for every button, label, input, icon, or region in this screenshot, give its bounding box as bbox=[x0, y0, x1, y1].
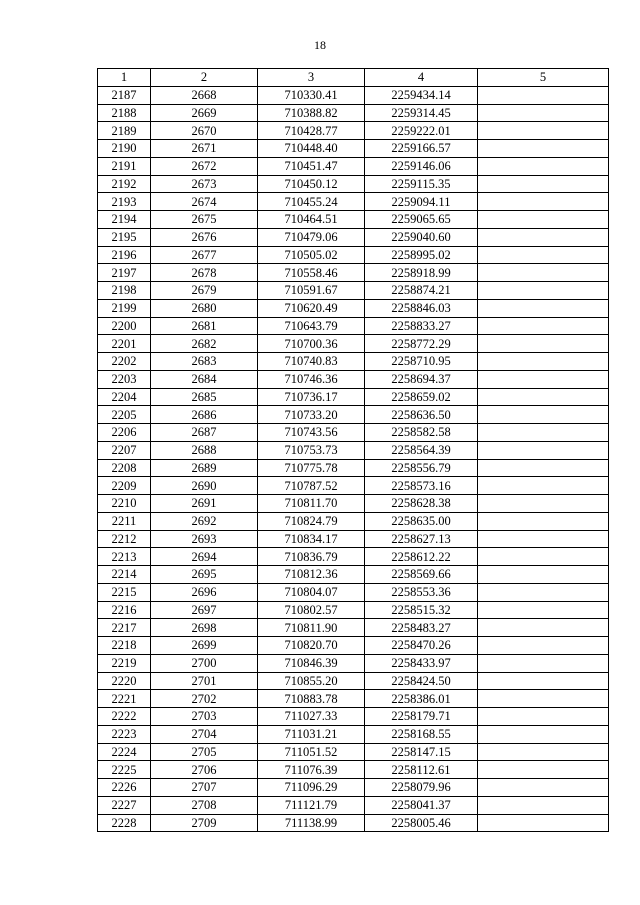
table-cell-col1: 2210 bbox=[98, 495, 151, 513]
table-cell-col3: 710330.41 bbox=[258, 86, 365, 104]
table-cell-col3: 710450.12 bbox=[258, 175, 365, 193]
table-cell-col1: 2195 bbox=[98, 228, 151, 246]
table-row bbox=[98, 317, 609, 335]
table-cell-col2: 2686 bbox=[151, 406, 258, 424]
table-cell-col5 bbox=[478, 530, 609, 548]
table-cell-col1: 2227 bbox=[98, 796, 151, 814]
table-cell-col4: 2258573.16 bbox=[365, 477, 478, 495]
table-cell-col1: 2204 bbox=[98, 388, 151, 406]
table-cell-col1: 2200 bbox=[98, 317, 151, 335]
table-cell-col4: 2258041.37 bbox=[365, 796, 478, 814]
table-cell-col2: 2693 bbox=[151, 530, 258, 548]
table-cell-col1: 2189 bbox=[98, 122, 151, 140]
table-cell-col4: 2259222.01 bbox=[365, 122, 478, 140]
table-cell-col4: 2259146.06 bbox=[365, 157, 478, 175]
table-cell-col2: 2683 bbox=[151, 353, 258, 371]
table-row bbox=[98, 424, 609, 442]
table-cell-col1: 2208 bbox=[98, 459, 151, 477]
table-cell-col4: 2258556.79 bbox=[365, 459, 478, 477]
table-cell-col3: 710834.17 bbox=[258, 530, 365, 548]
table-cell-col2: 2673 bbox=[151, 175, 258, 193]
table-cell-col5 bbox=[478, 406, 609, 424]
table-cell-col2: 2684 bbox=[151, 370, 258, 388]
table-cell-col5 bbox=[478, 512, 609, 530]
table-cell-col2: 2685 bbox=[151, 388, 258, 406]
table-cell-col3: 710451.47 bbox=[258, 157, 365, 175]
table-row bbox=[98, 299, 609, 317]
table-cell-col1: 2225 bbox=[98, 761, 151, 779]
table-cell-col4: 2258772.29 bbox=[365, 335, 478, 353]
table-cell-col3: 710883.78 bbox=[258, 690, 365, 708]
table-cell-col2: 2676 bbox=[151, 228, 258, 246]
table-cell-col3: 710505.02 bbox=[258, 246, 365, 264]
table-cell-col4: 2258470.26 bbox=[365, 637, 478, 655]
table-cell-col2: 2692 bbox=[151, 512, 258, 530]
table-cell-col2: 2682 bbox=[151, 335, 258, 353]
table-row bbox=[98, 353, 609, 371]
table-cell-col2: 2687 bbox=[151, 424, 258, 442]
table-cell-col5 bbox=[478, 796, 609, 814]
table-cell-col3: 710464.51 bbox=[258, 211, 365, 229]
table-cell-col5 bbox=[478, 299, 609, 317]
table-row bbox=[98, 86, 609, 104]
table-cell-col5 bbox=[478, 228, 609, 246]
table-row bbox=[98, 796, 609, 814]
table-cell-col5 bbox=[478, 175, 609, 193]
table-row bbox=[98, 335, 609, 353]
table-cell-col1: 2207 bbox=[98, 441, 151, 459]
table-cell-col3: 710753.73 bbox=[258, 441, 365, 459]
table-cell-col2: 2696 bbox=[151, 583, 258, 601]
table-row bbox=[98, 743, 609, 761]
table-cell-col3: 711121.79 bbox=[258, 796, 365, 814]
column-header-1: 1 bbox=[98, 69, 151, 87]
column-header-3: 3 bbox=[258, 69, 365, 87]
table-row bbox=[98, 406, 609, 424]
table-cell-col4: 2259434.14 bbox=[365, 86, 478, 104]
table-cell-col5 bbox=[478, 566, 609, 584]
table-row bbox=[98, 512, 609, 530]
table-cell-col4: 2259040.60 bbox=[365, 228, 478, 246]
table-cell-col3: 710558.46 bbox=[258, 264, 365, 282]
table-cell-col1: 2220 bbox=[98, 672, 151, 690]
table-cell-col5 bbox=[478, 157, 609, 175]
table-cell-col1: 2199 bbox=[98, 299, 151, 317]
table-cell-col1: 2196 bbox=[98, 246, 151, 264]
table-cell-col4: 2258483.27 bbox=[365, 619, 478, 637]
table-cell-col3: 710643.79 bbox=[258, 317, 365, 335]
table-cell-col5 bbox=[478, 761, 609, 779]
table-cell-col3: 711076.39 bbox=[258, 761, 365, 779]
table-cell-col2: 2694 bbox=[151, 548, 258, 566]
table-cell-col3: 710620.49 bbox=[258, 299, 365, 317]
table-cell-col4: 2258569.66 bbox=[365, 566, 478, 584]
table-cell-col5 bbox=[478, 211, 609, 229]
table-cell-col3: 710388.82 bbox=[258, 104, 365, 122]
table-cell-col5 bbox=[478, 725, 609, 743]
table-cell-col3: 710591.67 bbox=[258, 282, 365, 300]
table-cell-col4: 2258582.58 bbox=[365, 424, 478, 442]
table-cell-col4: 2258636.50 bbox=[365, 406, 478, 424]
table-cell-col5 bbox=[478, 122, 609, 140]
table-header bbox=[98, 69, 609, 87]
table-cell-col3: 710479.06 bbox=[258, 228, 365, 246]
table-row bbox=[98, 370, 609, 388]
table-cell-col2: 2707 bbox=[151, 779, 258, 797]
table-row bbox=[98, 495, 609, 513]
table-cell-col4: 2259166.57 bbox=[365, 140, 478, 158]
table-cell-col1: 2197 bbox=[98, 264, 151, 282]
table-cell-col4: 2258694.37 bbox=[365, 370, 478, 388]
table-cell-col2: 2699 bbox=[151, 637, 258, 655]
table-row bbox=[98, 264, 609, 282]
table-cell-col3: 710846.39 bbox=[258, 654, 365, 672]
table-cell-col2: 2703 bbox=[151, 708, 258, 726]
table-cell-col2: 2690 bbox=[151, 477, 258, 495]
table-cell-col2: 2701 bbox=[151, 672, 258, 690]
table-cell-col5 bbox=[478, 335, 609, 353]
table-cell-col1: 2224 bbox=[98, 743, 151, 761]
table-cell-col1: 2194 bbox=[98, 211, 151, 229]
table-cell-col2: 2698 bbox=[151, 619, 258, 637]
table-cell-col3: 710811.70 bbox=[258, 495, 365, 513]
table-cell-col3: 710455.24 bbox=[258, 193, 365, 211]
table-cell-col5 bbox=[478, 654, 609, 672]
table-cell-col3: 710740.83 bbox=[258, 353, 365, 371]
table-cell-col5 bbox=[478, 459, 609, 477]
table-cell-col4: 2258005.46 bbox=[365, 814, 478, 832]
table-cell-col1: 2223 bbox=[98, 725, 151, 743]
table-row bbox=[98, 583, 609, 601]
table-cell-col1: 2217 bbox=[98, 619, 151, 637]
table-cell-col1: 2215 bbox=[98, 583, 151, 601]
table-cell-col1: 2187 bbox=[98, 86, 151, 104]
table-cell-col2: 2671 bbox=[151, 140, 258, 158]
table-row bbox=[98, 637, 609, 655]
table-row bbox=[98, 566, 609, 584]
table-cell-col2: 2677 bbox=[151, 246, 258, 264]
table-cell-col5 bbox=[478, 690, 609, 708]
table-cell-col5 bbox=[478, 282, 609, 300]
column-header-5: 5 bbox=[478, 69, 609, 87]
table-cell-col1: 2219 bbox=[98, 654, 151, 672]
table-cell-col3: 710855.20 bbox=[258, 672, 365, 690]
table-cell-col4: 2258846.03 bbox=[365, 299, 478, 317]
table-cell-col2: 2704 bbox=[151, 725, 258, 743]
table-cell-col2: 2670 bbox=[151, 122, 258, 140]
table-cell-col3: 711138.99 bbox=[258, 814, 365, 832]
table-cell-col5 bbox=[478, 548, 609, 566]
table-cell-col4: 2258995.02 bbox=[365, 246, 478, 264]
table-cell-col3: 710736.17 bbox=[258, 388, 365, 406]
table-cell-col5 bbox=[478, 601, 609, 619]
table-row bbox=[98, 282, 609, 300]
table-row bbox=[98, 122, 609, 140]
table-body bbox=[98, 86, 609, 832]
table-cell-col1: 2212 bbox=[98, 530, 151, 548]
table-cell-col4: 2258179.71 bbox=[365, 708, 478, 726]
table-row bbox=[98, 761, 609, 779]
table-cell-col2: 2668 bbox=[151, 86, 258, 104]
page-number: 18 bbox=[314, 38, 326, 52]
table-cell-col5 bbox=[478, 814, 609, 832]
table-cell-col4: 2259314.45 bbox=[365, 104, 478, 122]
table-cell-col4: 2258833.27 bbox=[365, 317, 478, 335]
table-cell-col2: 2697 bbox=[151, 601, 258, 619]
table-cell-col3: 711031.21 bbox=[258, 725, 365, 743]
table-cell-col4: 2258627.13 bbox=[365, 530, 478, 548]
table-row bbox=[98, 708, 609, 726]
table-cell-col2: 2689 bbox=[151, 459, 258, 477]
table-row bbox=[98, 211, 609, 229]
table-cell-col1: 2201 bbox=[98, 335, 151, 353]
table-cell-col3: 710824.79 bbox=[258, 512, 365, 530]
table-cell-col4: 2258659.02 bbox=[365, 388, 478, 406]
table-cell-col3: 710448.40 bbox=[258, 140, 365, 158]
table-cell-col4: 2258710.95 bbox=[365, 353, 478, 371]
table-cell-col3: 711051.52 bbox=[258, 743, 365, 761]
table-cell-col3: 710746.36 bbox=[258, 370, 365, 388]
table-cell-col4: 2258433.97 bbox=[365, 654, 478, 672]
table-cell-col3: 710804.07 bbox=[258, 583, 365, 601]
table-cell-col3: 710775.78 bbox=[258, 459, 365, 477]
table-cell-col2: 2700 bbox=[151, 654, 258, 672]
table-row bbox=[98, 228, 609, 246]
table-cell-col5 bbox=[478, 619, 609, 637]
table-cell-col5 bbox=[478, 370, 609, 388]
table-cell-col3: 711096.29 bbox=[258, 779, 365, 797]
table-cell-col5 bbox=[478, 708, 609, 726]
table-cell-col4: 2258874.21 bbox=[365, 282, 478, 300]
table-cell-col2: 2709 bbox=[151, 814, 258, 832]
table-cell-col2: 2675 bbox=[151, 211, 258, 229]
table-row bbox=[98, 157, 609, 175]
table-cell-col1: 2226 bbox=[98, 779, 151, 797]
table-cell-col1: 2205 bbox=[98, 406, 151, 424]
table-cell-col4: 2258564.39 bbox=[365, 441, 478, 459]
table-cell-col5 bbox=[478, 140, 609, 158]
table-row bbox=[98, 246, 609, 264]
table-cell-col2: 2669 bbox=[151, 104, 258, 122]
table-cell-col4: 2258079.96 bbox=[365, 779, 478, 797]
table-cell-col5 bbox=[478, 441, 609, 459]
table-cell-col2: 2674 bbox=[151, 193, 258, 211]
table-cell-col5 bbox=[478, 477, 609, 495]
table-row bbox=[98, 601, 609, 619]
table-row bbox=[98, 140, 609, 158]
table-cell-col3: 710743.56 bbox=[258, 424, 365, 442]
table-cell-col2: 2695 bbox=[151, 566, 258, 584]
table-cell-col3: 710812.36 bbox=[258, 566, 365, 584]
table-cell-col1: 2191 bbox=[98, 157, 151, 175]
table-cell-col1: 2206 bbox=[98, 424, 151, 442]
table-row bbox=[98, 654, 609, 672]
table-cell-col4: 2258168.55 bbox=[365, 725, 478, 743]
table-cell-col1: 2216 bbox=[98, 601, 151, 619]
table-cell-col1: 2218 bbox=[98, 637, 151, 655]
table-cell-col1: 2221 bbox=[98, 690, 151, 708]
table-cell-col1: 2209 bbox=[98, 477, 151, 495]
table-cell-col4: 2258386.01 bbox=[365, 690, 478, 708]
table-cell-col5 bbox=[478, 672, 609, 690]
table-cell-col5 bbox=[478, 424, 609, 442]
table-cell-col1: 2228 bbox=[98, 814, 151, 832]
table-cell-col3: 710787.52 bbox=[258, 477, 365, 495]
table-cell-col5 bbox=[478, 583, 609, 601]
table-cell-col5 bbox=[478, 264, 609, 282]
table-cell-col2: 2706 bbox=[151, 761, 258, 779]
table-cell-col5 bbox=[478, 246, 609, 264]
table-cell-col4: 2258553.36 bbox=[365, 583, 478, 601]
table-cell-col1: 2222 bbox=[98, 708, 151, 726]
table-cell-col5 bbox=[478, 353, 609, 371]
table-cell-col4: 2259115.35 bbox=[365, 175, 478, 193]
table-cell-col2: 2708 bbox=[151, 796, 258, 814]
table-row bbox=[98, 690, 609, 708]
table-row bbox=[98, 441, 609, 459]
table-cell-col1: 2211 bbox=[98, 512, 151, 530]
table-row bbox=[98, 814, 609, 832]
table-cell-col1: 2198 bbox=[98, 282, 151, 300]
table-cell-col3: 710820.70 bbox=[258, 637, 365, 655]
table-row bbox=[98, 619, 609, 637]
table-cell-col1: 2188 bbox=[98, 104, 151, 122]
table-cell-col3: 710700.36 bbox=[258, 335, 365, 353]
table-row bbox=[98, 104, 609, 122]
table-cell-col2: 2705 bbox=[151, 743, 258, 761]
table-cell-col3: 710428.77 bbox=[258, 122, 365, 140]
table-row bbox=[98, 175, 609, 193]
coordinates-table bbox=[97, 68, 609, 832]
table-cell-col1: 2203 bbox=[98, 370, 151, 388]
table-row bbox=[98, 388, 609, 406]
table-cell-col5 bbox=[478, 743, 609, 761]
table-cell-col4: 2258635.00 bbox=[365, 512, 478, 530]
table-cell-col5 bbox=[478, 779, 609, 797]
table-cell-col4: 2259094.11 bbox=[365, 193, 478, 211]
table-cell-col5 bbox=[478, 86, 609, 104]
table-cell-col1: 2213 bbox=[98, 548, 151, 566]
table-cell-col5 bbox=[478, 193, 609, 211]
table-cell-col4: 2258112.61 bbox=[365, 761, 478, 779]
table-cell-col4: 2258612.22 bbox=[365, 548, 478, 566]
table-cell-col5 bbox=[478, 317, 609, 335]
table-row bbox=[98, 477, 609, 495]
table-cell-col5 bbox=[478, 388, 609, 406]
table-cell-col5 bbox=[478, 104, 609, 122]
table-cell-col4: 2258147.15 bbox=[365, 743, 478, 761]
table-cell-col2: 2679 bbox=[151, 282, 258, 300]
table-cell-col2: 2691 bbox=[151, 495, 258, 513]
table-cell-col3: 710836.79 bbox=[258, 548, 365, 566]
column-header-2: 2 bbox=[151, 69, 258, 87]
table-cell-col5 bbox=[478, 495, 609, 513]
table-cell-col3: 711027.33 bbox=[258, 708, 365, 726]
table-cell-col2: 2681 bbox=[151, 317, 258, 335]
table-cell-col4: 2258515.32 bbox=[365, 601, 478, 619]
table-cell-col1: 2190 bbox=[98, 140, 151, 158]
table-cell-col1: 2214 bbox=[98, 566, 151, 584]
table-cell-col1: 2192 bbox=[98, 175, 151, 193]
table-row bbox=[98, 193, 609, 211]
table-cell-col3: 710733.20 bbox=[258, 406, 365, 424]
table-cell-col4: 2258424.50 bbox=[365, 672, 478, 690]
table-cell-col5 bbox=[478, 637, 609, 655]
table-cell-col2: 2678 bbox=[151, 264, 258, 282]
table-row bbox=[98, 459, 609, 477]
table-row bbox=[98, 779, 609, 797]
table-cell-col1: 2193 bbox=[98, 193, 151, 211]
table-cell-col1: 2202 bbox=[98, 353, 151, 371]
table-cell-col4: 2258918.99 bbox=[365, 264, 478, 282]
table-cell-col2: 2702 bbox=[151, 690, 258, 708]
table-row bbox=[98, 725, 609, 743]
table-cell-col4: 2259065.65 bbox=[365, 211, 478, 229]
table-cell-col3: 710811.90 bbox=[258, 619, 365, 637]
table-row bbox=[98, 548, 609, 566]
table-cell-col4: 2258628.38 bbox=[365, 495, 478, 513]
table-cell-col3: 710802.57 bbox=[258, 601, 365, 619]
table-row bbox=[98, 530, 609, 548]
column-header-4: 4 bbox=[365, 69, 478, 87]
table-cell-col2: 2672 bbox=[151, 157, 258, 175]
table-row bbox=[98, 672, 609, 690]
table-cell-col2: 2688 bbox=[151, 441, 258, 459]
header-row bbox=[98, 69, 609, 87]
table-cell-col2: 2680 bbox=[151, 299, 258, 317]
